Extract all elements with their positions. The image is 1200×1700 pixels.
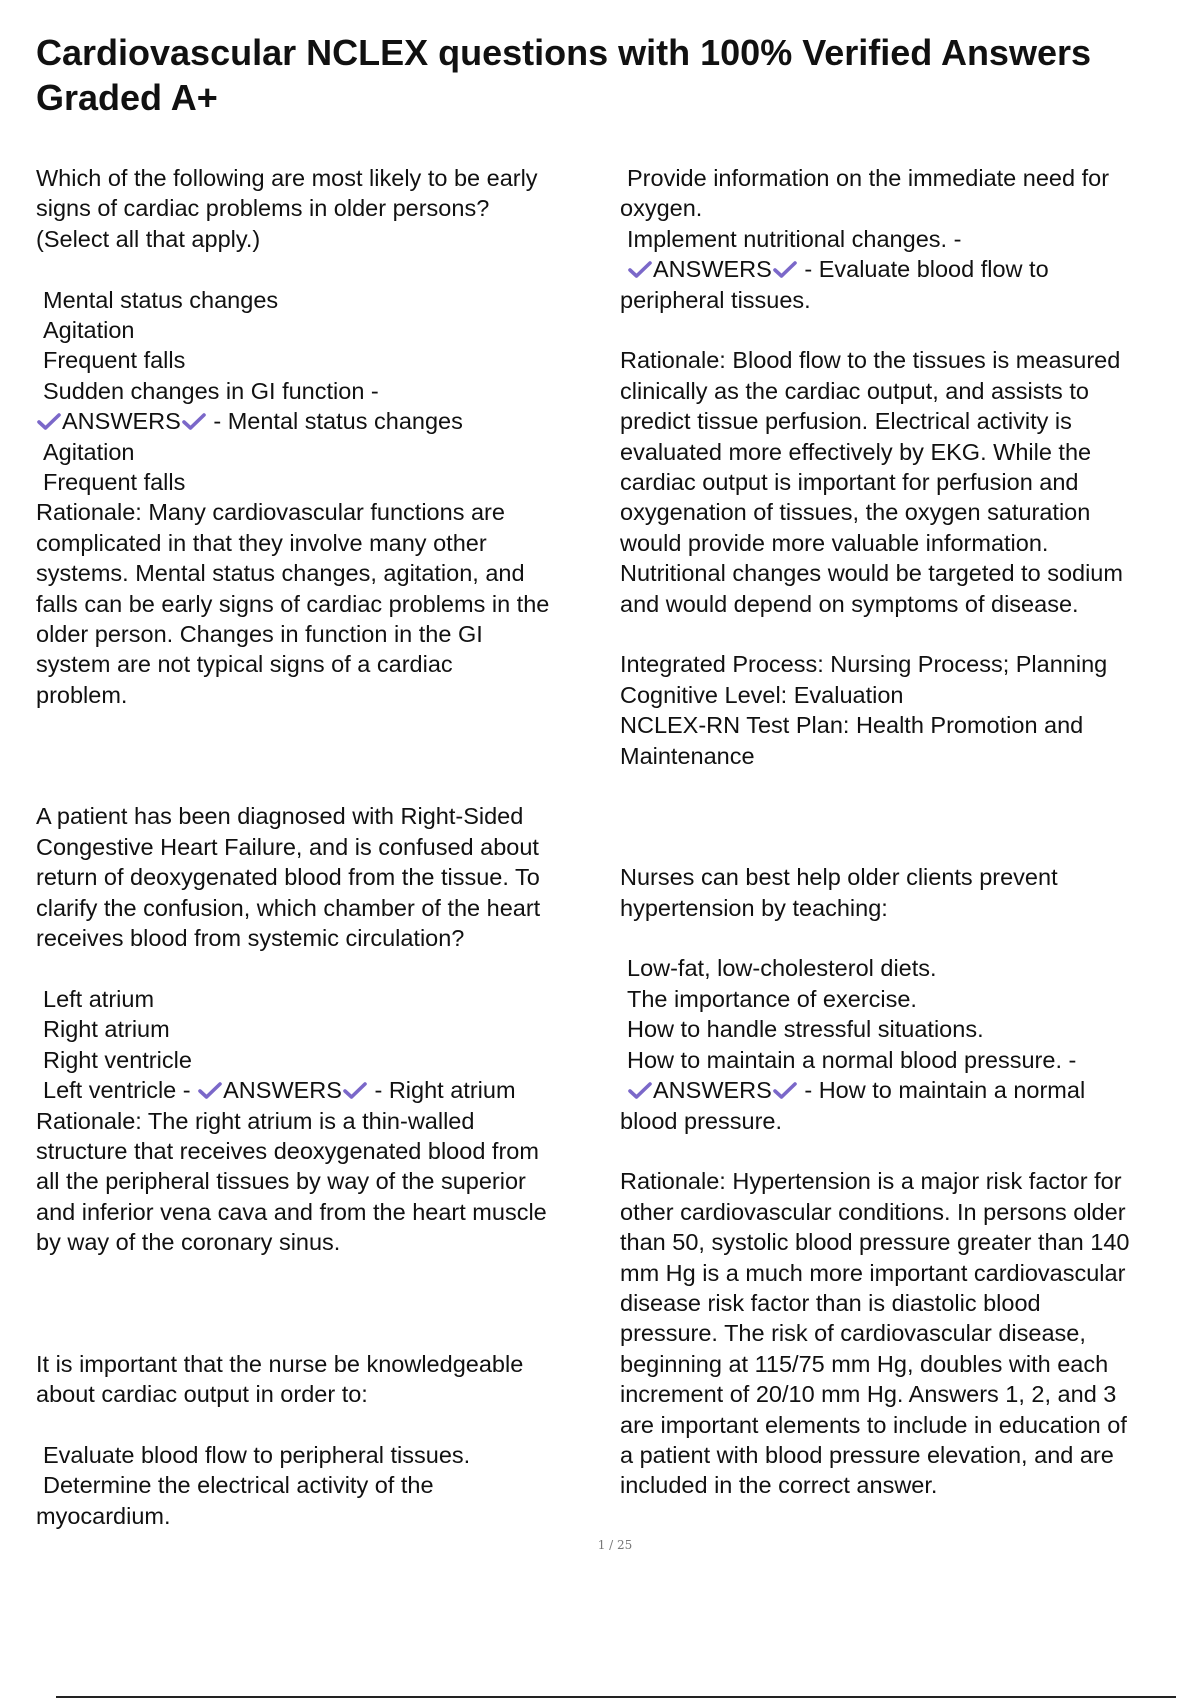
question-stem-line: (Select all that apply.) [36,225,261,252]
rationale-line: Rationale: The right atrium is a thin-walled [36,1107,475,1134]
correct-answer-line: Frequent falls [43,469,186,496]
answer-option: Determine the electrical activity of the [43,1472,434,1499]
question-stem-line: signs of cardiac problems in older persons? [36,195,490,222]
answers-label: ANSWERS [653,256,772,283]
correct-answer-line: Agitation [43,438,135,465]
answer-option: Sudden changes in GI function - [43,377,379,404]
meta-line: Integrated Process: Nursing Process; Planning [620,651,1108,678]
rationale-line: all the peripheral tissues by way of the superior [36,1168,526,1195]
question-stem-line: Which of the following are most likely to be early [36,165,538,191]
rationale-line: and would depend on symptoms of disease. [620,590,1079,617]
document-title: Cardiovascular NCLEX questions with 100% Verified Answers Graded A+ [36,32,1092,118]
checkmark-icon [627,259,653,279]
checkmark-icon [36,411,62,431]
meta-line: NCLEX-RN Test Plan: Health Promotion and [620,712,1084,739]
question-2 [36,801,611,1257]
answer-option: Right ventricle [43,1046,192,1073]
answer-option: Frequent falls [43,347,186,374]
question-1 [36,163,611,710]
answer-option: Right atrium [43,1016,170,1043]
rationale-line: and inferior vena cava and from the heart muscle [36,1198,547,1225]
correct-answer: - Evaluate blood flow to [804,256,1049,283]
checkmark-icon [181,411,207,431]
rationale-line: a patient with blood pressure elevation, and are [620,1441,1114,1468]
answer-line [620,1075,1195,1105]
question-stem-line: about cardiac output in order to: [36,1381,368,1408]
answer-option-continued: myocardium. [36,1502,171,1529]
rationale-line: would provide more valuable information. [620,529,1049,556]
checkmark-icon [627,1080,653,1100]
meta-line: Cognitive Level: Evaluation [620,681,904,708]
rationale-line: disease risk factor than is diastolic blood [620,1289,1041,1316]
left-column [36,163,611,1531]
rationale-line: other cardiovascular conditions. In persons older [620,1198,1126,1225]
question-stem-line: Nurses can best help older clients prevent [620,864,1058,891]
question-stem-line: It is important that the nurse be knowledgeable [36,1350,524,1377]
answer-option: Evaluate blood flow to peripheral tissues. [43,1441,471,1468]
answer-option: Provide information on the immediate need for [627,165,1110,191]
rationale-line: complicated in that they involve many other [36,529,487,556]
rationale-line: clinically as the cardiac output, and assists to [620,377,1089,404]
rationale-line: cardiac output is important for perfusion and [620,469,1079,496]
correct-answer: - Right atrium [374,1077,516,1104]
rationale-line: systems. Mental status changes, agitation, and [36,560,525,587]
question-stem-line: A patient has been diagnosed with Right-Sided [36,803,524,830]
answers-label: ANSWERS [223,1077,342,1104]
correct-answer-continued: blood pressure. [620,1107,782,1134]
answers-label: ANSWERS [653,1077,772,1104]
rationale-line: than 50, systolic blood pressure greater than 140 [620,1229,1130,1256]
correct-answer: - Mental status changes [213,408,463,435]
rationale-line: Rationale: Many cardiovascular functions are [36,499,505,526]
page-number: 1 / 25 [597,1538,633,1552]
question-stem-line: return of deoxygenated blood from the tissue. To [36,864,540,891]
rationale-line: beginning at 115/75 mm Hg, doubles with each [620,1350,1109,1377]
rationale-line: Rationale: Blood flow to the tissues is measured [620,347,1121,374]
rationale-line: system are not typical signs of a cardiac [36,651,453,678]
page-bottom-rule [56,1696,1176,1698]
rationale-line: evaluated more effectively by EKG. While the [620,438,1092,465]
question-3 [36,1349,611,1531]
answer-option: Mental status changes [43,286,279,313]
question-stem-line: receives blood from systemic circulation? [36,925,465,952]
checkmark-icon [772,1080,798,1100]
rationale-line: are important elements to include in education of [620,1411,1127,1438]
question-4 [620,862,1195,1501]
rationale-line: oxygenation of tissues, the oxygen saturation [620,499,1091,526]
rationale-line: pressure. The risk of cardiovascular disease, [620,1320,1086,1347]
answer-option: How to maintain a normal blood pressure. - [627,1046,1077,1073]
answer-line [36,1075,611,1105]
question-stem-line: Congestive Heart Failure, and is confused about [36,833,539,860]
right-column [620,163,1195,1501]
answer-option: Agitation [43,317,135,344]
checkmark-icon [342,1080,368,1100]
answers-label: ANSWERS [62,408,181,435]
rationale-line: mm Hg is a much more important cardiovascular [620,1259,1126,1286]
answer-option: How to handle stressful situations. [627,1016,984,1043]
question-stem-line: hypertension by teaching: [620,894,888,921]
rationale-line: included in the correct answer. [620,1472,938,1499]
rationale-line: problem. [36,681,128,708]
rationale-line: by way of the coronary sinus. [36,1229,341,1256]
answer-option-continued: oxygen. [620,195,703,222]
answer-option: The importance of exercise. [627,985,917,1012]
rationale-line: falls can be early signs of cardiac problems in the [36,590,550,617]
checkmark-icon [772,259,798,279]
correct-answer: - How to maintain a normal [804,1077,1086,1104]
question-3-continued [620,163,1195,771]
rationale-line: increment of 20/10 mm Hg. Answers 1, 2, and 3 [620,1381,1117,1408]
rationale-line: structure that receives deoxygenated blood from [36,1137,539,1164]
checkmark-icon [197,1080,223,1100]
answer-option: Implement nutritional changes. - [627,225,962,252]
rationale-line: Rationale: Hypertension is a major risk factor for [620,1168,1122,1195]
rationale-line: Nutritional changes would be targeted to sodium [620,560,1123,587]
correct-answer-continued: peripheral tissues. [620,286,811,313]
meta-line: Maintenance [620,742,755,769]
rationale-line: predict tissue perfusion. Electrical activity is [620,408,1072,435]
answer-option: Low-fat, low-cholesterol diets. [627,955,937,982]
answer-line [36,406,611,436]
answer-line [620,254,1195,284]
answer-option: Left ventricle - [43,1077,191,1104]
answer-option: Left atrium [43,985,155,1012]
rationale-line: older person. Changes in function in the GI [36,621,483,648]
question-stem-line: clarify the confusion, which chamber of the heart [36,894,541,921]
